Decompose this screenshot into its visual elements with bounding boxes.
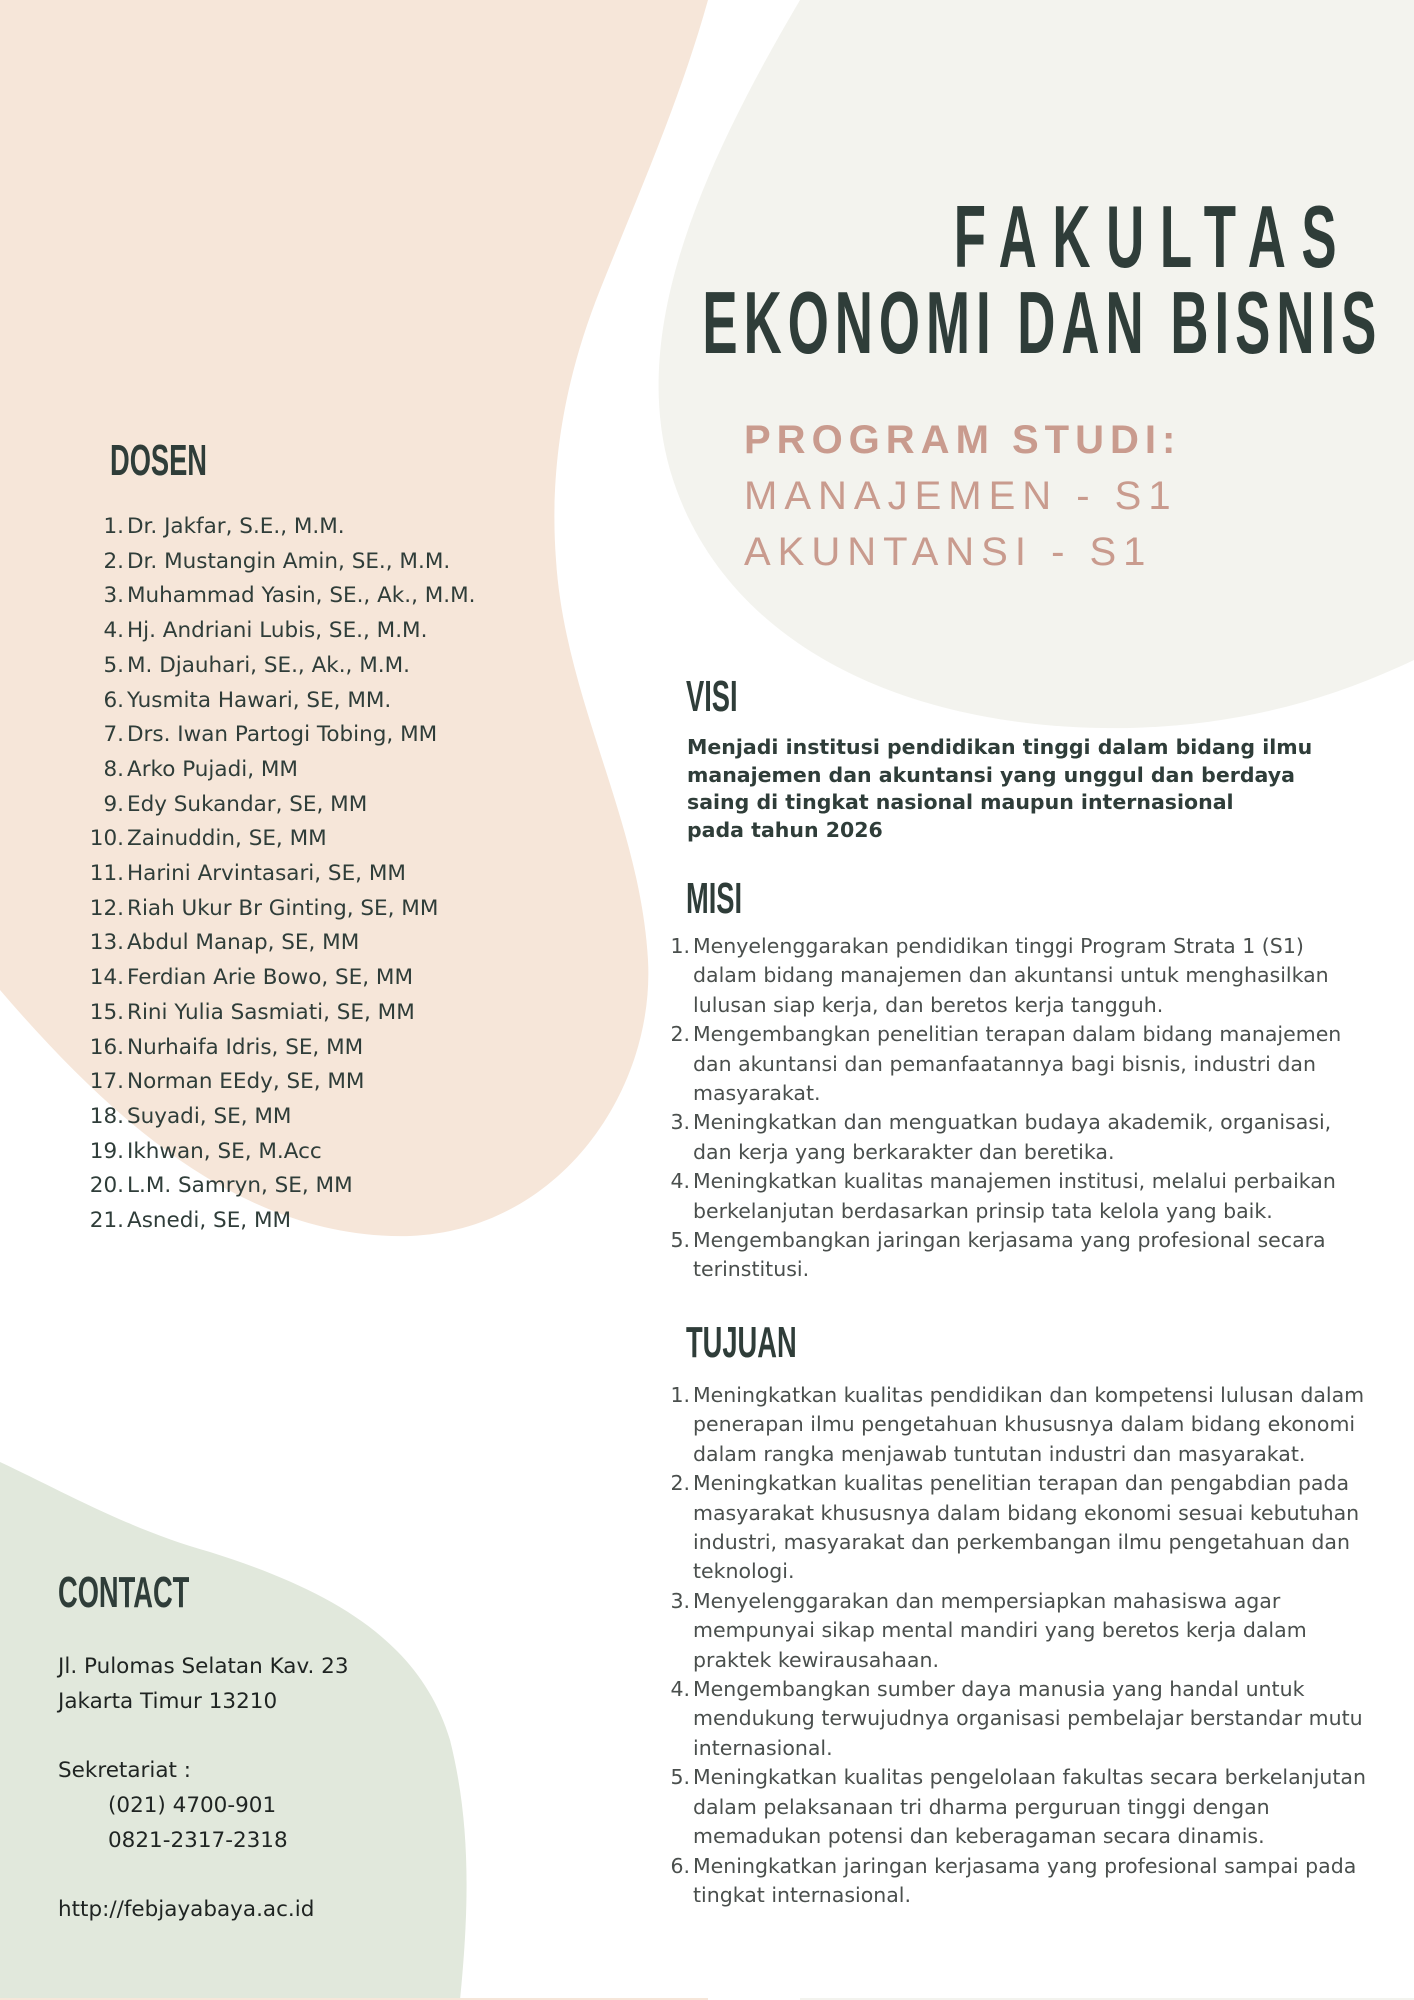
tujuan-item (668, 1675, 1368, 1763)
list-number: 13. (89, 930, 124, 956)
dosen-item (80, 1204, 540, 1239)
list-number: 18. (89, 1103, 124, 1129)
dosen-list (80, 510, 540, 1239)
list-number: 16. (89, 1034, 124, 1060)
visi-line: manajemen dan akuntansi yang unggul dan berdaya (687, 762, 1295, 787)
title-faculty (0, 187, 1352, 286)
list-number: 9. (103, 791, 124, 817)
dosen-item (80, 857, 540, 892)
list-number: 2. (670, 1022, 690, 1047)
list-text: Asnedi, SE, MM (127, 1208, 292, 1234)
title-faculty-name (0, 273, 1382, 372)
list-text: Muhammad Yasin, SE., Ak., M.M. (127, 583, 476, 609)
list-number: 6. (670, 1853, 690, 1878)
list-number: 1. (103, 514, 124, 539)
list-number: 1. (670, 1383, 690, 1407)
list-text: Drs. Iwan Partogi Tobing, MM (127, 722, 438, 748)
list-number: 11. (89, 861, 124, 887)
misi-item (668, 1167, 1358, 1226)
list-text: Mengembangkan sumber daya manusia yang handal untuk mendukung terwujudnya organisasi pembelajar berstandar mutu internasional. (693, 1677, 1363, 1760)
program-item: MANAJEMEN - S1 (744, 474, 1178, 518)
list-text: Riah Ukur Br Ginting, SE, MM (127, 895, 439, 921)
list-number: 14. (89, 965, 124, 991)
program-label: PROGRAM STUDI: (744, 418, 1182, 462)
dosen-item (80, 649, 540, 684)
dosen-item (80, 684, 540, 719)
tujuan-item (668, 1852, 1368, 1911)
list-number: 6. (103, 687, 124, 713)
list-text: Nurhaifa Idris, SE, MM (127, 1034, 364, 1060)
misi-item (668, 1020, 1358, 1108)
list-number: 5. (670, 1765, 690, 1790)
list-number: 4. (103, 618, 124, 644)
tujuan-heading: TUJUAN (686, 1318, 797, 1367)
list-text: L.M. Samryn, SE, MM (127, 1173, 353, 1199)
tujuan-item (668, 1381, 1368, 1469)
dosen-item (80, 961, 540, 996)
list-number: 5. (103, 652, 124, 678)
list-text: Dr. Mustangin Amin, SE., M.M. (127, 548, 451, 574)
list-number: 19. (89, 1138, 124, 1164)
list-number: 4. (670, 1169, 690, 1194)
list-text: Yusmita Hawari, SE, MM. (127, 687, 392, 713)
list-number: 21. (89, 1208, 124, 1234)
address-line: Jl. Pulomas Selatan Kav. 23 (58, 1654, 349, 1679)
list-number: 20. (89, 1173, 124, 1199)
list-text: M. Djauhari, SE., Ak., M.M. (127, 652, 410, 678)
dosen-item (80, 753, 540, 788)
list-number: 17. (89, 1069, 124, 1095)
dosen-item (80, 718, 540, 753)
list-text: Mengembangkan penelitian terapan dalam bidang manajemen dan akuntansi dan pemanfaatannya bagi bisnis, industri dan masyarakat. (693, 1022, 1342, 1106)
list-number: 10. (89, 826, 124, 852)
visi-line: Menjadi institusi pendidikan tinggi dalam bidang ilmu (687, 735, 1313, 759)
address-line: Jakarta Timur 13210 (58, 1688, 278, 1714)
visi-line: pada tahun 2026 (687, 817, 883, 842)
list-text: Meningkatkan kualitas pengelolaan fakultas secara berkelanjutan dalam pelaksanaan tri dharma perguruan tinggi dengan memadukan potensi dan keberagaman secara dinamis. (693, 1765, 1366, 1849)
contact-heading: CONTACT (58, 1568, 190, 1617)
contact-info (58, 1650, 349, 1928)
dosen-item (80, 892, 540, 927)
tujuan-item (668, 1763, 1368, 1851)
title-line-2: EKONOMI DAN BISNIS (701, 273, 1382, 372)
list-number: 5. (670, 1228, 690, 1253)
list-number: 7. (103, 722, 124, 748)
dosen-heading: DOSEN (110, 436, 208, 485)
misi-item (668, 932, 1358, 1020)
list-text: Ferdian Arie Bowo, SE, MM (127, 965, 414, 991)
phone-number: 0821-2317-2318 (108, 1827, 288, 1853)
visi-text (687, 734, 1347, 844)
list-text: Abdul Manap, SE, MM (127, 930, 360, 956)
program-item: AKUNTANSI - S1 (744, 530, 1153, 574)
list-number: 3. (103, 583, 124, 609)
dosen-item (80, 614, 540, 649)
title-line-1: FAKULTAS (953, 187, 1352, 286)
dosen-item (80, 1169, 540, 1204)
visi-heading: VISI (686, 672, 738, 721)
list-text: Harini Arvintasari, SE, MM (127, 861, 406, 887)
dosen-item (80, 822, 540, 857)
list-text: Hj. Andriani Lubis, SE., M.M. (127, 618, 428, 644)
list-text: Menyelenggarakan pendidikan tinggi Program Strata 1 (S1) dalam bidang manajemen dan akuntansi untuk menghasilkan lulusan siap kerja, dan beretos kerja tangguh. (693, 934, 1329, 1017)
dosen-item (80, 1100, 540, 1135)
visi-line: saing di tingkat nasional maupun internasional (687, 790, 1234, 814)
dosen-item (80, 788, 540, 823)
misi-list (668, 932, 1358, 1285)
list-text: Ikhwan, SE, M.Acc (127, 1138, 322, 1164)
phone-number: (021) 4700-901 (108, 1792, 277, 1818)
list-number: 2. (103, 548, 124, 574)
sekretariat-label: Sekretariat : (58, 1758, 192, 1784)
dosen-item (80, 579, 540, 614)
dosen-item (80, 545, 540, 580)
dosen-item (80, 1065, 540, 1100)
misi-item (668, 1108, 1358, 1167)
misi-heading: MISI (686, 874, 743, 923)
list-text: Meningkatkan dan menguatkan budaya akademik, organisasi, dan kerja yang berkarakter dan beretika. (693, 1110, 1332, 1164)
list-text: Meningkatkan kualitas manajemen institusi, melalui perbaikan berkelanjutan berdasarkan prinsip tata kelola yang baik. (693, 1169, 1336, 1223)
list-text: Zainuddin, SE, MM (127, 826, 327, 852)
dosen-item (80, 1031, 540, 1066)
list-number: 4. (670, 1677, 690, 1702)
list-number: 1. (670, 934, 690, 958)
list-number: 3. (670, 1588, 690, 1613)
misi-item (668, 1226, 1358, 1285)
list-text: Meningkatkan kualitas pendidikan dan kompetensi lulusan dalam penerapan ilmu pengetahuan khususnya dalam bidang ekonomi dalam rangka menjawab tuntutan industri dan masyarakat. (693, 1383, 1365, 1466)
list-text: Suyadi, SE, MM (127, 1103, 292, 1129)
dosen-item (80, 510, 540, 545)
list-number: 2. (670, 1471, 690, 1496)
list-text: Norman EEdy, SE, MM (127, 1069, 365, 1095)
list-number: 15. (89, 999, 124, 1025)
tujuan-list (668, 1381, 1368, 1910)
tujuan-item (668, 1469, 1368, 1587)
list-number: 3. (670, 1110, 690, 1135)
list-text: Meningkatkan kualitas penelitian terapan dan pengabdian pada masyarakat khususnya dalam bidang ekonomi sesuai kebutuhan industri, masyarakat dan perkembangan ilmu pengetahuan dan teknologi. (693, 1471, 1360, 1584)
list-text: Rini Yulia Sasmiati, SE, MM (127, 999, 415, 1025)
program-studi (744, 412, 1181, 580)
dosen-item (80, 1135, 540, 1170)
dosen-item (80, 996, 540, 1031)
list-text: Meningkatkan jaringan kerjasama yang profesional sampai pada tingkat internasional. (693, 1853, 1357, 1907)
list-text: Edy Sukandar, SE, MM (127, 791, 368, 817)
list-text: Arko Pujadi, MM (127, 756, 298, 782)
list-text: Menyelenggarakan dan mempersiapkan mahasiswa agar mempunyai sikap mental mandiri yang beretos kerja dalam praktek kewirausahaan. (693, 1588, 1307, 1672)
tujuan-item (668, 1587, 1368, 1675)
list-text: Mengembangkan jaringan kerjasama yang profesional secara terinstitusi. (693, 1228, 1326, 1282)
list-number: 8. (103, 756, 124, 782)
list-text: Dr. Jakfar, S.E., M.M. (127, 514, 345, 539)
dosen-item (80, 926, 540, 961)
website-link[interactable]: http://febjayabaya.ac.id (58, 1896, 315, 1922)
list-number: 12. (89, 895, 124, 921)
